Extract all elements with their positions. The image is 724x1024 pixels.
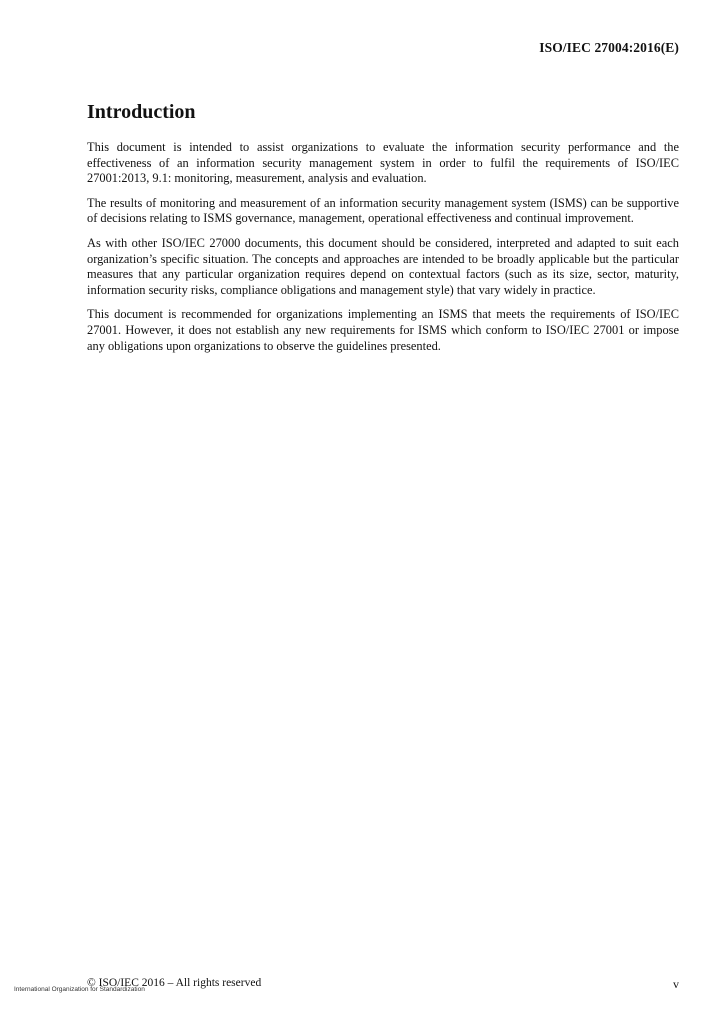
watermark: International Organization for Standardization bbox=[14, 986, 145, 993]
paragraph-results: The results of monitoring and measurement of an information security management system (ISMS) can be supportive of decisions relating to ISMS governance, management, operational effectiveness and continual improvement. bbox=[87, 195, 679, 226]
body-text bbox=[87, 140, 679, 363]
paragraph-purpose: This document is intended to assist organizations to evaluate the information security performance and the effectiveness of an information security management system in order to fulfil the requirements of ISO/IEC 27001:2013, 9.1: monitoring, measurement, analysis and evaluation. bbox=[87, 140, 679, 186]
paragraph-recommendation: This document is recommended for organizations implementing an ISMS that meets the requirements of ISO/IEC 27001. However, it does not establish any new requirements for ISMS which conform to ISO/IEC 27001 or impose any obligations upon organizations to observe the guidelines presented. bbox=[87, 307, 679, 353]
copyright-notice: © ISO/IEC 2016 – All rights reserved bbox=[87, 977, 262, 989]
section-title: Introduction bbox=[87, 101, 196, 123]
page-number: v bbox=[673, 977, 679, 991]
document-code: ISO/IEC 27004:2016(E) bbox=[539, 40, 679, 55]
paragraph-adaptation: As with other ISO/IEC 27000 documents, this document should be considered, interpreted and adapted to suit each organization’s specific situation. The concepts and approaches are intended to be broadly applicable but the particular measures that any particular organization requires depend on contextual factors (such as its size, sector, maturity, information security risks, compliance obligations and management style) that vary widely in practice. bbox=[87, 235, 679, 297]
